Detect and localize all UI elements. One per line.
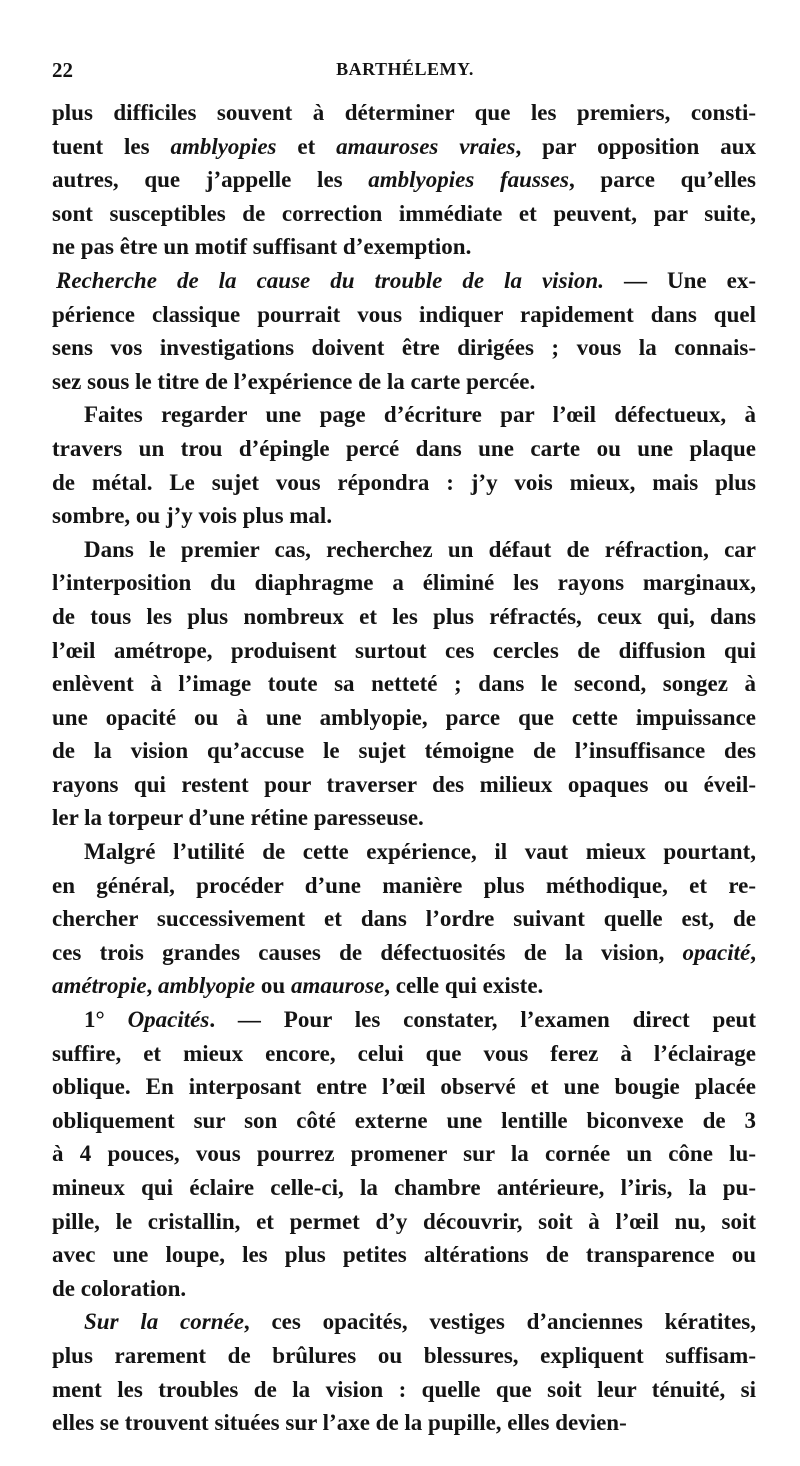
text-line	[52, 566, 756, 600]
text-run: 1°	[84, 1007, 128, 1033]
text-line	[52, 398, 756, 432]
text-line	[52, 1037, 756, 1071]
text-run: sont susceptibles de correction immédiate et peuvent, par suite,	[52, 200, 756, 226]
text-line	[52, 1104, 756, 1138]
page-number: 22	[52, 58, 73, 82]
text-run: à 4 pouces, vous pourrez promener sur la cornée un cône lu-	[52, 1141, 756, 1167]
text-run: l’œil amétrope, produisent surtout ces cercles de diffusion qui	[52, 637, 756, 663]
text-run: de coloration.	[52, 1275, 187, 1301]
italic-run: Recherche de la cause du trouble de la vision.	[56, 267, 604, 293]
text-line	[52, 365, 756, 399]
text-run: sombre, ou j’y vois plus mal.	[52, 503, 333, 529]
text-line	[52, 969, 756, 1003]
text-line	[52, 130, 756, 164]
text-run: ou	[255, 973, 291, 999]
italic-run: amétropie	[52, 973, 147, 999]
italic-run: amblyopie	[158, 973, 256, 999]
text-line	[52, 1003, 756, 1037]
text-run: ,	[146, 973, 159, 999]
text-run: pille, le cristallin, et permet d’y découvrir, soit à l’œil nu, soit	[52, 1208, 756, 1234]
text-line	[52, 667, 756, 701]
italic-run: amauroses vraies	[336, 133, 516, 159]
text-run: obliquement sur son côté externe une lentille biconvexe de 3	[52, 1107, 756, 1133]
text-run: autres, que j’appelle les	[52, 167, 369, 193]
text-run: mineux qui éclaire celle-ci, la chambre antérieure, l’iris, la pu-	[52, 1175, 756, 1200]
text-line	[52, 835, 756, 869]
text-line	[52, 801, 756, 835]
text-run: de tous les plus nombreux et les plus réfractés, ceux qui, dans	[52, 603, 756, 629]
text-run: en général, procéder d’une manière plus méthodique, et re-	[52, 872, 756, 898]
text-line	[52, 1070, 756, 1104]
text-line	[52, 869, 756, 903]
text-line	[52, 1373, 756, 1407]
italic-run: amaurose	[290, 973, 385, 999]
text-run: ces trois grandes causes de défectuosités de la vision,	[52, 939, 683, 965]
text-run: enlèvent à l’image toute sa netteté ; dans le second, songez à	[52, 671, 756, 697]
text-run: plus rarement de brûlures ou blessures, expliquent suffisam-	[52, 1342, 756, 1368]
text-line	[52, 768, 756, 802]
text-run: , ces opacités, vestiges d’anciennes kératites,	[243, 1309, 756, 1335]
text-run: tuent les	[52, 133, 171, 159]
text-run: avec une loupe, les plus petites altérations de transparence ou	[52, 1242, 756, 1268]
text-run: travers un trou d’épingle percé dans une carte ou une plaque	[52, 435, 756, 461]
text-run: suffire, et mieux encore, celui que vous ferez à l’éclairage	[52, 1040, 756, 1066]
text-line	[52, 1305, 756, 1339]
body-text	[52, 96, 756, 1440]
text-line	[52, 331, 756, 365]
text-run: de la vision qu’accuse le sujet témoigne de l’insuffisance des	[52, 738, 756, 764]
text-line	[52, 533, 756, 567]
text-line	[52, 1406, 756, 1440]
text-run: l’interposition du diaphragme a éliminé les rayons marginaux,	[52, 570, 756, 596]
text-run: et	[276, 133, 337, 159]
text-line	[52, 466, 756, 500]
text-run: chercher successivement et dans l’ordre suivant quelle est, de	[52, 906, 756, 932]
text-run: Dans le premier cas, recherchez un défaut de réfraction, car	[84, 536, 756, 562]
page-header	[52, 58, 758, 88]
italic-run: opacité	[682, 939, 751, 965]
text-line	[52, 230, 756, 264]
text-run: sens vos investigations doivent être dirigées ; vous la connais-	[52, 335, 756, 361]
text-line	[52, 634, 756, 668]
text-run: de métal. Le sujet vous répondra : j’y vois mieux, mais plus	[52, 469, 756, 495]
text-run: . — Pour les constater, l’examen direct peut	[209, 1007, 756, 1033]
text-run: sez sous le titre de l’expérience de la carte percée.	[52, 368, 536, 394]
italic-run: amblyopies	[170, 133, 277, 159]
text-run: Malgré l’utilité de cette expérience, il vaut mieux pourtant,	[84, 839, 756, 865]
text-run: Faites regarder une page d’écriture par l’œil défectueux, à	[84, 402, 756, 428]
text-run: , par opposition aux	[515, 133, 757, 159]
text-run: périence classique pourrait vous indiquer rapidement dans quel	[52, 301, 756, 327]
text-line	[52, 96, 756, 130]
text-line	[52, 163, 756, 197]
text-line	[52, 1205, 756, 1239]
italic-run: amblyopies fausses	[368, 167, 570, 193]
text-run: ne pas être un motif suffisant d’exemption.	[52, 234, 472, 260]
text-run: plus difficiles souvent à déterminer que les premiers, consti-	[52, 100, 756, 125]
text-line	[52, 936, 756, 970]
text-line	[52, 1238, 756, 1272]
italic-run: Sur la cornée	[84, 1309, 244, 1335]
text-run: oblique. En interposant entre l’œil observé et une bougie placée	[52, 1074, 756, 1100]
text-line	[52, 499, 756, 533]
text-line	[52, 902, 756, 936]
text-run: ,	[750, 939, 756, 965]
text-run: ment les troubles de la vision : quelle que soit leur ténuité, si	[52, 1376, 756, 1402]
text-line	[52, 264, 756, 298]
text-line	[52, 701, 756, 735]
text-run: elles se trouvent situées sur l’axe de la pupille, elles devien-	[52, 1410, 627, 1436]
text-run: , parce qu’elles	[569, 167, 756, 193]
running-head: BARTHÉLEMY.	[336, 59, 474, 79]
text-run: une opacité ou à une amblyopie, parce que cette impuissance	[52, 704, 756, 730]
text-line	[52, 298, 756, 332]
text-line	[52, 197, 756, 231]
text-line	[52, 1272, 756, 1306]
text-run: — Une ex-	[603, 267, 756, 293]
text-line	[52, 1137, 756, 1171]
text-line	[52, 734, 756, 768]
text-run: , celle qui existe.	[384, 973, 544, 999]
text-run: rayons qui restent pour traverser des milieux opaques ou éveil-	[52, 771, 756, 797]
italic-run: Opacités	[127, 1007, 210, 1033]
text-run: ler la torpeur d’une rétine paresseuse.	[52, 805, 424, 831]
text-line	[52, 1339, 756, 1373]
text-line	[52, 432, 756, 466]
text-line	[52, 1171, 756, 1205]
text-line	[52, 600, 756, 634]
